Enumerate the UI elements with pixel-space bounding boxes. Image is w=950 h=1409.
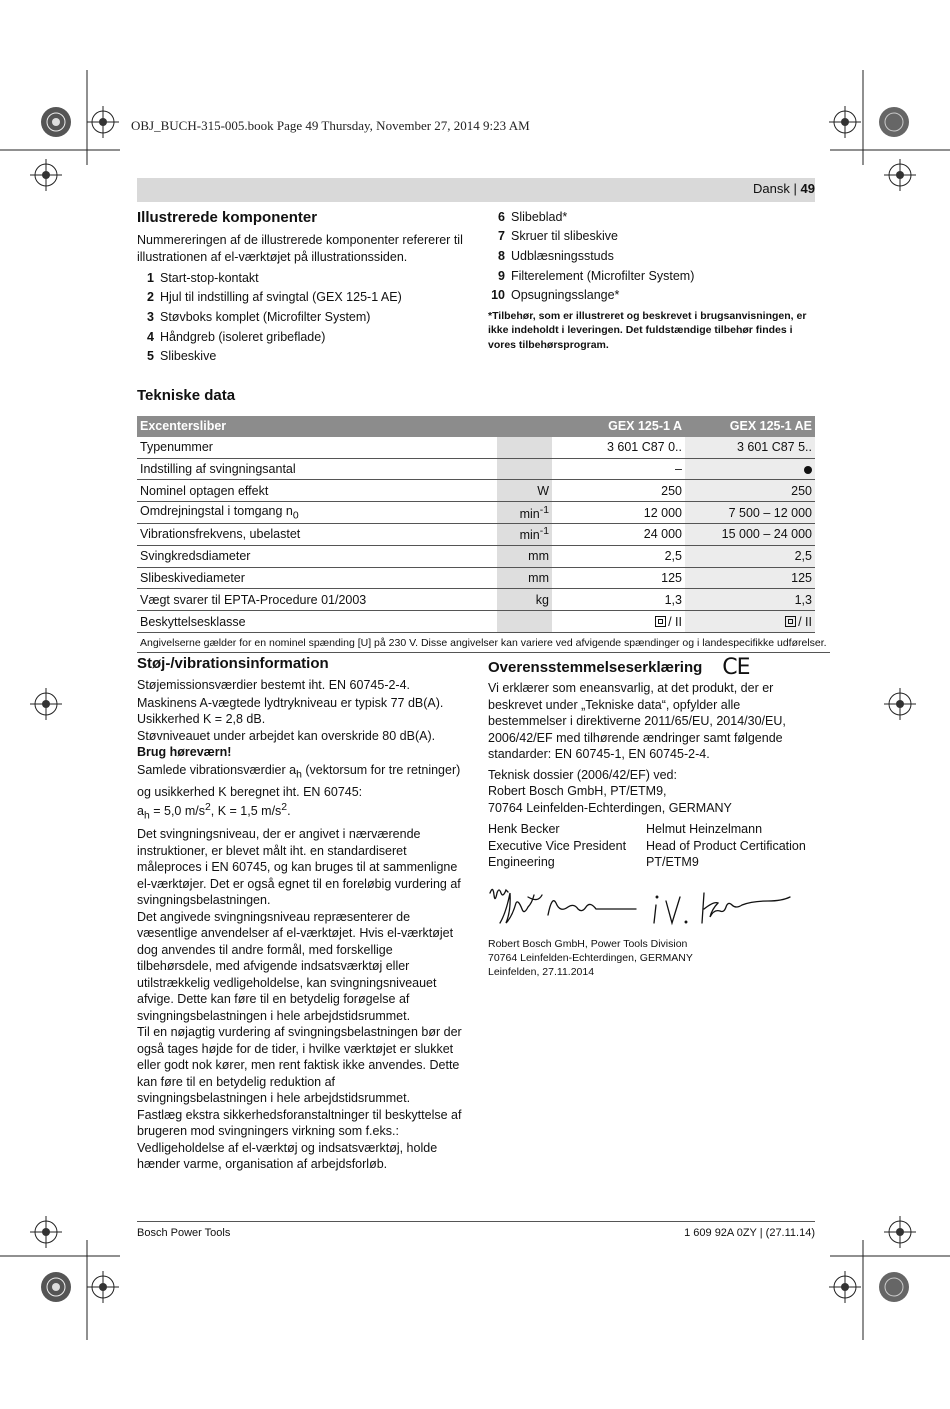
tech-footnote: Angivelserne gælder for en nominel spænding [U] på 230 V. Disse angivelser kan variere ved afvigende spændinger og i landespecifikke udførelser. bbox=[140, 636, 827, 649]
list-item: 4 Håndgreb (isoleret gribeflade) bbox=[147, 329, 326, 344]
noise-p8: Til en nøjagtig vurdering af svingningsbelastningen bør der også tages højde for de tider, i hvilke værktøjet er slukket eller godt nok kører, men rent faktisk ikke anvendes. Dette kan føre til en betydelig reduktion af svingningsbelastningen i hele arbejdstidsrummet. bbox=[137, 1025, 462, 1106]
list-item: 3 Støvboks komplet (Microfilter System) bbox=[147, 309, 371, 324]
footer-left: Bosch Power Tools bbox=[137, 1227, 231, 1239]
noise-title: Støj-/vibrationsinformation bbox=[137, 655, 329, 672]
table-row: Omdrejningstal i tomgang $n_0$ $\min^{-1}$ 12 000 7 500 – 12 000 bbox=[137, 502, 815, 524]
page-header-label bbox=[753, 181, 815, 196]
table-header-row bbox=[137, 416, 815, 437]
page-header-bar bbox=[137, 178, 815, 202]
table-row: Vibrationsfrekvens, ubelastet $\min^{-1}$ 24 000 15 000 – 24 000 bbox=[137, 523, 815, 545]
noise-p7: Det angivede svingningsniveau repræsenterer de væsentlige anvendelser af el-værktøjet. Hvis el-værktøjet dog anvendes til andre formål, med forskellige tilbehørsdele, med afvigende indsatsværktøj eller utilstrækkelig vedligeholdelse, kan svingningsniveauet afvige. Dette kan føre til en betydelig forøgelse af svingningsbelastningen i hele arbejdstidsrummet. bbox=[137, 909, 454, 1023]
page-language: Dansk bbox=[753, 181, 790, 196]
dossier-line-3: 70764 Leinfelden-Echterdingen, GERMANY bbox=[488, 800, 732, 815]
noise-p1: Støjemissionsværdier bestemt iht. EN 60745-2-4. bbox=[137, 678, 411, 692]
table-row: Typenummer 3 601 C87 0.. 3 601 C87 5.. bbox=[137, 437, 815, 458]
header-label: Excentersliber bbox=[137, 416, 497, 437]
hearing-warning: Brug høreværn! bbox=[137, 745, 232, 759]
table-bottom-rule bbox=[137, 652, 830, 653]
header-unit bbox=[497, 416, 552, 437]
list-item: 1 Start-stop-kontakt bbox=[147, 270, 259, 285]
list-item: 6 Slibeblad* bbox=[498, 209, 568, 224]
tech-data-table-wrap bbox=[137, 416, 830, 653]
table-row: Beskyttelsesklasse / II / II bbox=[137, 611, 815, 633]
list-item: 8 Udblæsningsstuds bbox=[498, 248, 614, 263]
address-line-3: Leinfelden, 27.11.2014 bbox=[488, 965, 595, 978]
page-number: 49 bbox=[800, 181, 815, 196]
table-row: Nominel optagen effekt W 250 250 bbox=[137, 480, 815, 502]
noise-p5: $a_h = 5,0$ $m/s^2$, K = 1,5 $m/s^2$. bbox=[137, 802, 291, 822]
components-section bbox=[137, 209, 467, 366]
list-item: 10 Opsugningsslange* bbox=[491, 288, 620, 303]
list-item: 2 Hjul til indstilling af svingtal (GEX 125-1 AE) bbox=[147, 290, 402, 305]
protection-class-icon bbox=[785, 616, 796, 627]
signers bbox=[488, 821, 815, 871]
noise-p9: Fastlæg ekstra sikkerhedsforanstaltninger til beskyttelse af brugeren mod svingningers virkning som f.eks.: Vedligeholdelse af el-værktøj og indsatsværktøj, holde hænder varme, organisation af arbejdsforløb. bbox=[137, 1107, 462, 1172]
dossier-line-1: Teknisk dossier (2006/42/EF) ved: bbox=[488, 767, 677, 782]
tech-data-table bbox=[137, 416, 815, 633]
conformity-title: Overensstemmelseserklæring bbox=[488, 659, 703, 676]
accessory-note: *Tilbehør, som er illustreret og beskrevet i brugsanvisningen, er ikke indeholdt i leveringen. Det fuldstændige tilbehør findes i vores tilbehørsprogram. bbox=[488, 309, 807, 351]
handwritten-signatures bbox=[488, 875, 808, 935]
list-item: 7 Skruer til slibeskive bbox=[498, 229, 618, 244]
list-item: 9 Filterelement (Microfilter System) bbox=[498, 268, 695, 283]
list-item: 5 Slibeskive bbox=[147, 349, 217, 364]
table-row: Slibeskivediameter mm 125 125 bbox=[137, 567, 815, 589]
conformity-p1: Vi erklærer som eneansvarlig, at det produkt, der er beskrevet under „Tekniske data“, opfylder alle bestemmelser i direktiverne 2011/65/EU, 2014/30/EU, 2006/42/EF med tilhørende ændringer samt følgende standarder: EN 60745-1, EN 60745-2-4. bbox=[488, 681, 786, 761]
header-model-b: GEX 125-1 AE bbox=[685, 416, 815, 437]
footer-rule bbox=[137, 1221, 815, 1222]
signer-1: Henk Becker Executive Vice President Engineering bbox=[488, 822, 627, 869]
noise-p2: Maskinens A-vægtede lydtrykniveau er typisk 77 dB(A). Usikkerhed K = 2,8 dB. bbox=[137, 695, 444, 726]
components-intro: Nummereringen af de illustrerede komponenter refererer til illustrationen af el-værktøjet på illustrationssiden. bbox=[137, 233, 463, 264]
noise-p4: Samlede vibrationsværdier $a_h$ (vektorsum for tre retninger) og usikkerhed K beregnet iht. EN 60745: bbox=[137, 762, 461, 799]
table-row: Indstilling af svingningsantal – bbox=[137, 458, 815, 480]
print-header: OBJ_BUCH-315-005.book Page 49 Thursday, November 27, 2014 9:23 AM bbox=[131, 118, 530, 133]
noise-p6: Det svingningsniveau, der er angivet i nærværende instruktioner, er blevet målt iht. en standardiseret måleproces i EN 60745, og kan bruges til at sammenligne el-værktøjer. Det er også egnet til en foreløbig vurdering af svingningsbelastningen. bbox=[137, 827, 461, 908]
components-list-left bbox=[137, 268, 467, 366]
table-row: Svingkredsdiameter mm 2,5 2,5 bbox=[137, 545, 815, 567]
table-row: Vægt svarer til EPTA-Procedure 01/2003 kg 1,3 1,3 bbox=[137, 589, 815, 611]
tech-title: Tekniske data bbox=[137, 387, 236, 404]
conformity-section bbox=[488, 655, 815, 979]
protection-class-icon bbox=[655, 616, 666, 627]
noise-p3: Støvniveauet under arbejdet kan overskride 80 dB(A). bbox=[137, 728, 436, 743]
signer-2: Helmut Heinzelmann Head of Product Certification PT/ETM9 bbox=[646, 822, 806, 869]
dossier-line-2: Robert Bosch GmbH, PT/ETM9, bbox=[488, 784, 667, 798]
included-dot-icon bbox=[804, 466, 812, 474]
components-section-right bbox=[488, 207, 815, 352]
address-line-1: Robert Bosch GmbH, Power Tools Division bbox=[488, 937, 688, 950]
ce-mark-icon: CE bbox=[722, 655, 750, 680]
header-model-a: GEX 125-1 A bbox=[552, 416, 685, 437]
noise-section bbox=[137, 655, 467, 1173]
header-separator: | bbox=[793, 181, 797, 196]
address-line-2: 70764 Leinfelden-Echterdingen, GERMANY bbox=[488, 951, 693, 964]
components-list-right bbox=[488, 207, 815, 305]
footer-right: 1 609 92A 0ZY | (27.11.14) bbox=[684, 1227, 815, 1239]
components-title: Illustrerede komponenter bbox=[137, 209, 318, 226]
